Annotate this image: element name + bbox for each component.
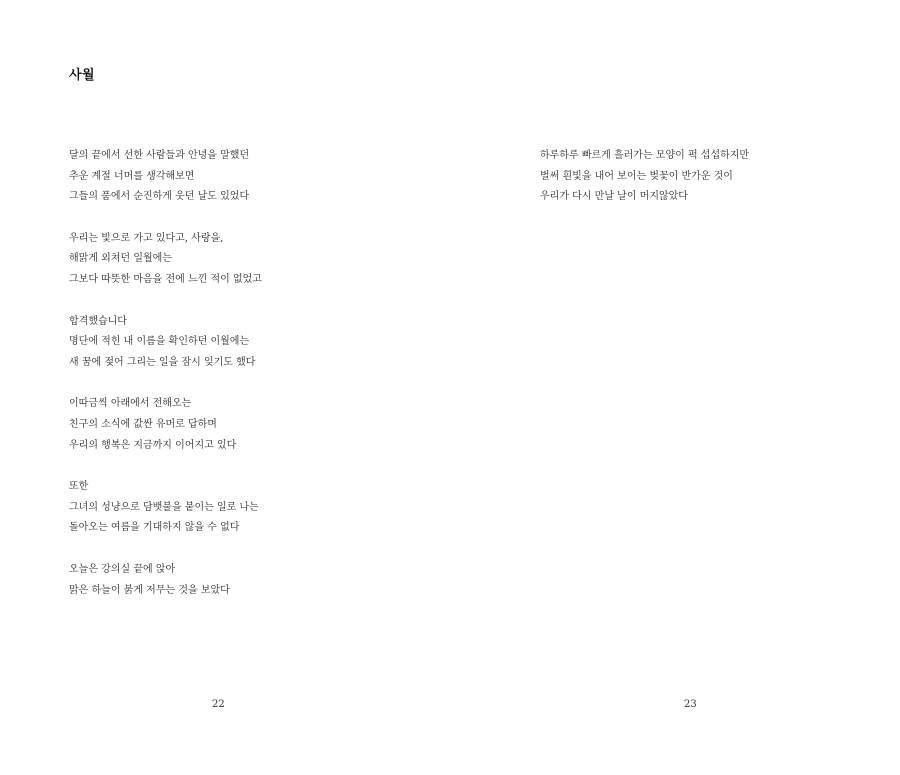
poem-line: 우리의 행복은 지금까지 이어지고 있다: [69, 439, 237, 451]
page-number-left: 22: [212, 699, 225, 710]
stanza-5: [69, 477, 429, 539]
poem-line: 친구의 소식에 값싼 유머로 답하며: [69, 418, 217, 430]
poem-line: 오늘은 강의실 끝에 앉아: [69, 563, 176, 575]
poem-line: 달의 끝에서 선한 사람들과 안녕을 말했던: [69, 150, 250, 161]
poem-line: 그들의 품에서 순진하게 웃던 날도 있었다: [69, 191, 250, 203]
right-page: [450, 0, 900, 775]
poem-line: 맑은 하늘이 붉게 저무는 것을 보았다: [69, 584, 230, 596]
poem-line: 명단에 적힌 내 이름을 확인하던 이월에는: [69, 336, 250, 348]
stanza-4: [69, 394, 429, 456]
poem-line: 하루하루 빠르게 흘러가는 모양이 퍽 섭섭하지만: [540, 150, 750, 161]
poem-line: 벌써 흰빛을 내어 보이는 벚꽃이 반가운 것이: [540, 170, 733, 182]
poem-line: 또한: [69, 481, 89, 493]
poem-line: 이따금씩 아래에서 전해오는: [69, 398, 192, 410]
stanza-7: [540, 146, 880, 208]
poem-line: 해맑게 외쳐던 일월에는: [69, 253, 172, 265]
page-number-right: 23: [684, 699, 697, 710]
poem-line: 합격했습니다: [69, 315, 127, 327]
poem-line: 우리가 다시 만날 날이 머지않았다: [540, 191, 688, 203]
stanza-2: [69, 229, 429, 291]
poem-line: 돌아오는 여름을 기대하지 않을 수 없다: [69, 522, 240, 534]
poem-line: 그녀의 성냥으로 담뱃불을 붙이는 일로 나는: [69, 501, 259, 513]
poem-line: 그보다 따뜻한 마음을 전에 느낀 적이 없었고: [69, 273, 262, 285]
stanza-6: [69, 560, 429, 601]
poem-line: 추운 계절 너머를 생각해보면: [69, 170, 195, 182]
stanza-3: [69, 312, 429, 374]
poem-line: 우리는 빛으로 가고 있다고, 사랑을,: [69, 232, 224, 244]
poem-title: 사월: [69, 68, 96, 83]
poem-line: 새 꿈에 젖어 그리는 일을 잠시 잊기도 했다: [69, 356, 256, 368]
stanza-1: [69, 146, 429, 208]
poem-body-left: [69, 146, 429, 622]
poem-body-right: [540, 146, 880, 229]
